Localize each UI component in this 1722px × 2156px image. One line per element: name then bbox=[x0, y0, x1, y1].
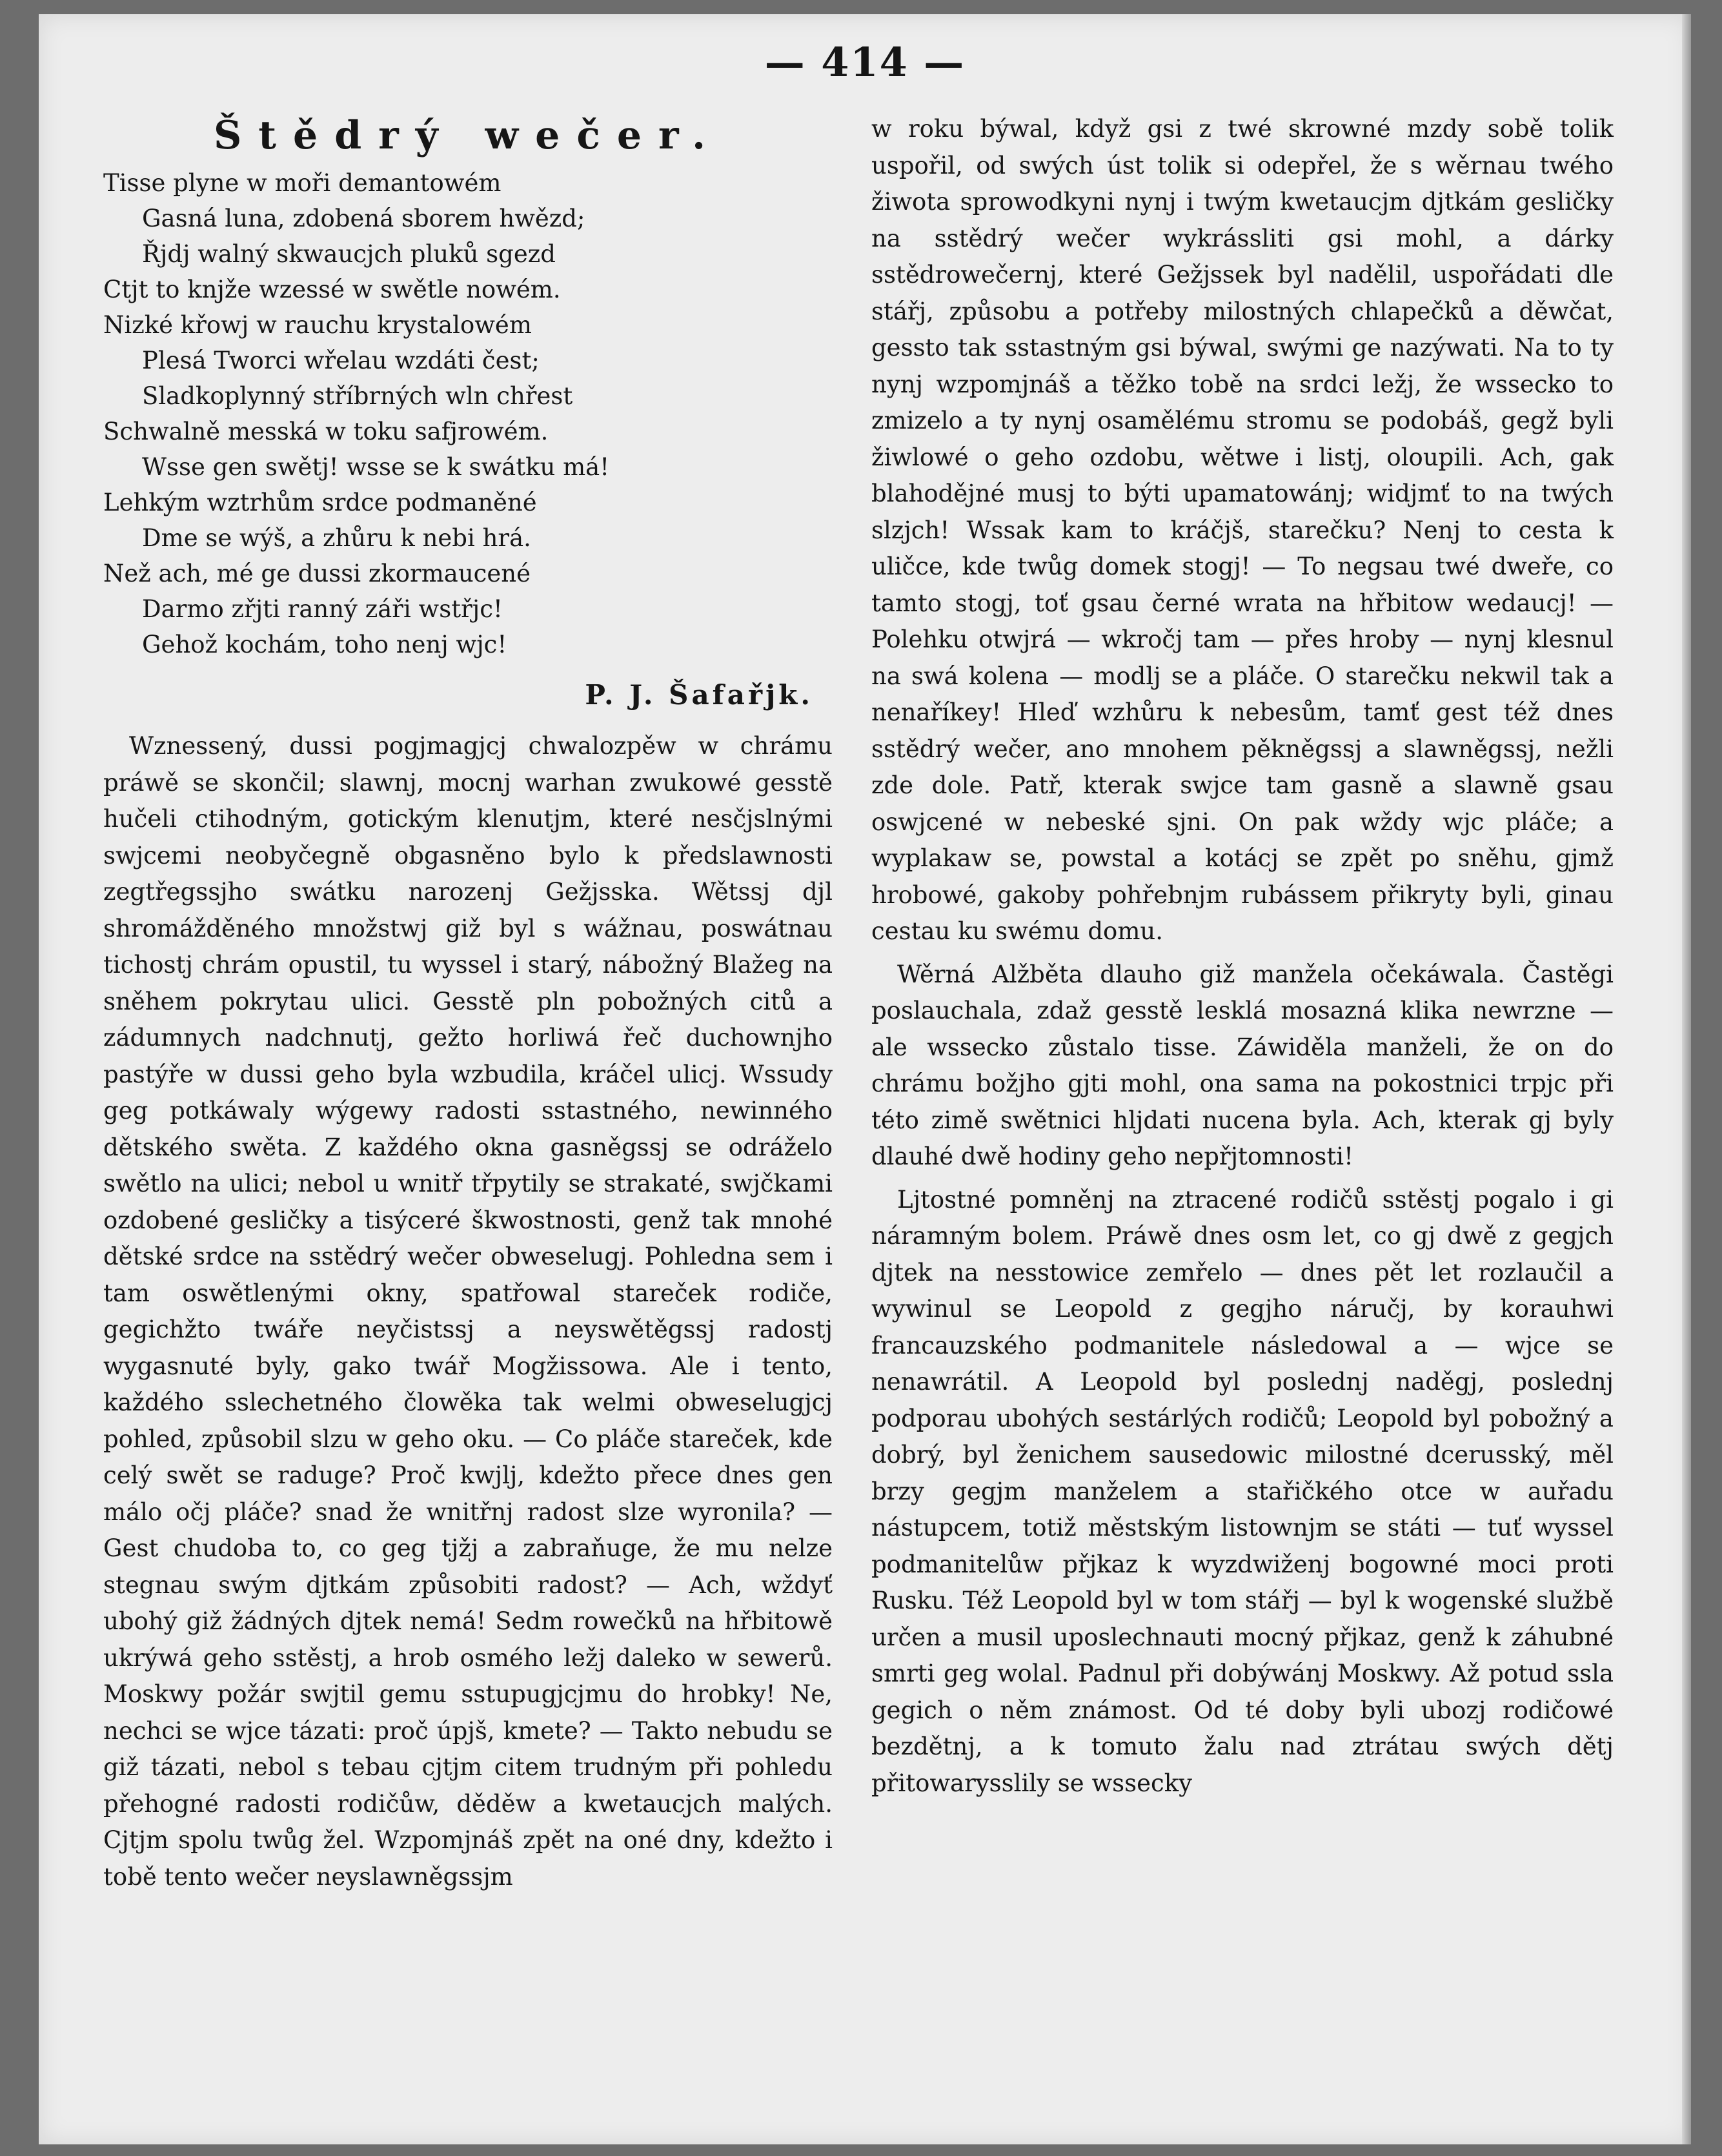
poem-author: P. J. Šafařjk. bbox=[585, 679, 813, 711]
story-paragraph: Wěrná Alžběta dlauho giž manžela očekáwala. Častěgi poslauchala, zdaž gesstě lesklá mosazná klika newrzne — ale wssecko zůstalo tisse. Záwiděla manželi, že on do chrámu božjho gjti mohl, ona sama na pokostnici trpjc při této zimě swětnici hljdati nucena byla. Ach, kterak gj byly dlauhé dwě hodiny geho nepřjtomnosti! bbox=[871, 960, 1614, 1170]
story-paragraph: Ljtostné pomněnj na ztracené rodičů sstěstj pogalo i gi náramným bolem. Práwě dnes osm let, co gj dwě z gegjch djtek na nesstowice zemřelo — dnes pět let rozlaučil a wywinul se Leopold z gegjho náručj, by korauhwi francauzského podmanitele následowal a — wjce se nenawrátil. A Leopold byl poslednj naděgj, poslednj podporau ubohých sestárlých rodičů; Leopold byl pobožný a dobrý, byl ženichem sausedowic milostné dcerusský, měl brzy gegjm manželem a stařičkého otce w auřadu nástupcem, totiž městským listownjm se státi — tuť wyssel podmanitelůw přjkaz k wyzdwiženj bogowné moci proti Rusku. Též Leopold byl w tom stářj — byl k wogenské službě určen a musil uposlechnauti mocný přjkaz, genž k záhubné smrti geg wolal. Padnul při dobýwánj Moskwy. Až potud ssla gegich o něm známost. Od té doby byli ubozj rodičowé bezdětnj, a k tomuto žalu nad ztrátau swých dětj přitowarysslily se wssecky bbox=[871, 1185, 1614, 1797]
poem-line: Gehož kochám, toho nenj wjc! bbox=[142, 631, 507, 658]
right-column bbox=[871, 111, 1614, 1802]
poem-line: Sladkoplynný stříbrných wln chřest bbox=[142, 382, 573, 410]
poem-line: Řjdj walný skwaucjch pluků sgezd bbox=[142, 240, 556, 268]
poem-line: Ctjt to knjže wzessé w swětle nowém. bbox=[103, 276, 561, 303]
newspaper-page bbox=[39, 14, 1691, 2144]
page-number: — 414 — bbox=[764, 39, 966, 86]
poem-line: Gasná luna, zdobená sborem hwězd; bbox=[142, 205, 585, 232]
poem-line: Wsse gen swětj! wsse se k swátku má! bbox=[142, 453, 610, 481]
poem-line: Schwalně messká w toku safjrowém. bbox=[103, 418, 549, 445]
poem-line: Darmo zřjti ranný záři wstřjc! bbox=[142, 595, 503, 623]
poem-line: Lehkým wztrhům srdce podmaněné bbox=[103, 489, 537, 516]
poem-line: Než ach, mé ge dussi zkormaucené bbox=[103, 560, 531, 587]
story-paragraph: Wznessený, dussi pogjmagjcj chwalozpěw w chrámu práwě se skončil; slawnj, mocnj warhan zwukowé gesstě hučeli ctihodným, gotickým klenutjm, které nesčjslnými swjcemi neobyčegně obgasněno bylo k předslawnosti zegtřegssjho swátku narozenj Gežjsska. Wětssj djl shromážděného množstwj giž byl s wážnau, poswátnau tichostj chrám opustil, tu wyssel i starý, nábožný Blažeg na sněhem pokrytau ulici. Gesstě pln pobožných citů a zádumnych nadchnutj, gežto horliwá řeč duchownjho pastýře w dussi geho byla wzbudila, kráčel ulicj. Wssudy geg potkáwaly wýgewy radosti sstastného, newinného dětského swěta. Z každého okna gasněgssj se odráželo swětlo na ulici; nebol u wnitř třpytily se strakaté, swjčkami ozdobené gesličky a tisýceré škwostnosti, genž tak mnohé dětské srdce na sstědrý wečer obweselugj. Pohledna sem i tam oswětlenými okny, spatřowal stareček rodiče, gegichžto twáře neyčistssj a neyswětěgssj radostj wygasnuté byly, gako twář Mogžissowa. Ale i tento, každého sslechetného člowěka tak welmi obweselugjcj pohled, způsobil slzu w geho oku. — Co pláče stareček, kde celý swět se raduge? Proč kwjlj, kdežto přece dnes gen málo očj pláče? snad že wnitřnj radost slze wyronila? — Gest chudoba to, co geg tjžj a zabraňuge, že mu nelze stegnau swým djtkám způsobiti radost? — Ach, wždyť ubohý giž žádných djtek nemá! Sedm rowečků na hřbitowě ukrýwá geho sstěstj, a hrob osmého ležj daleko w sewerů. Moskwy požár swjtil gemu sstupugjcjmu do hrobky! Ne, nechci se wjce tázati: proč úpjš, kmete? — Takto nebudu se giž tázati, nebol s tebau cjtjm citem trudným při pohledu přehogné radosti rodičůw, děděw a kwetaucjch malých. Cjtjm spolu twůg žel. Wzpomjnáš zpět na oné dny, kdežto i tobě tento wečer neyslawněgssjm bbox=[103, 732, 833, 1891]
poem bbox=[103, 165, 833, 662]
story-paragraph: w roku býwal, když gsi z twé skrowné mzdy sobě tolik uspořil, od swých úst tolik si odepřel, že s wěrnau twého žiwota sprowodkyni nynj i twým kwetaucjm djtkám gesličky na sstědrý wečer wykrássliti gsi mohl, a dárky sstědrowečernj, které Gežjssek byl nadělil, uspořádati dle stářj, způsobu a potřeby milostných chlapečků a děwčat, gessto tak sstastným gsi býwal, swými ge nazýwati. Na to ty nynj wzpomjnáš a těžko tobě na srdci ležj, že wssecko to zmizelo a ty nynj osamělému stromu se podobáš, gegž byli žiwlowé o geho ozdobu, wětwe i listj, oloupili. Ach, gak blahodějné musj to býti upamatowánj; widjmť to na twých slzjch! Wssak kam to kráčjš, starečku? Nenj to cesta k uličce, kde twůg domek stogj! — To negsau twé dweře, co tamto stogj, toť gsau černé wrata na hřbitow wedaucj! — Polehku otwjrá — wkročj tam — přes hroby — nynj klesnul na swá kolena — modlj se a pláče. O starečku nekwil tak a nenaříkey! Hleď wzhůru k nebesům, tamť gest též dnes sstědrý wečer, ano mnohem pěkněgssj a slawněgssj, nežli zde dole. Patř, kterak swjce tam gasně a slawně gsau oswjcené w nebeské sjni. On pak wždy wjc pláče; a wyplakaw se, powstal a kotácj se zpět po sněhu, gjmž hrobowé, gakoby pohřebnjm rubássem přikryty byli, ginau cestau ku swému domu. bbox=[871, 115, 1614, 945]
poem-line: Dme se wýš, a zhůru k nebi hrá. bbox=[142, 524, 531, 552]
poem-line: Nizké křowj w rauchu krystalowém bbox=[103, 311, 532, 339]
poem-line: Plesá Tworci wřelau wzdáti čest; bbox=[142, 347, 540, 374]
poem-line: Tisse plyne w moři demantowém bbox=[103, 169, 501, 197]
left-column bbox=[103, 111, 833, 1895]
poem-title: Štědrý wečer. bbox=[213, 113, 723, 158]
